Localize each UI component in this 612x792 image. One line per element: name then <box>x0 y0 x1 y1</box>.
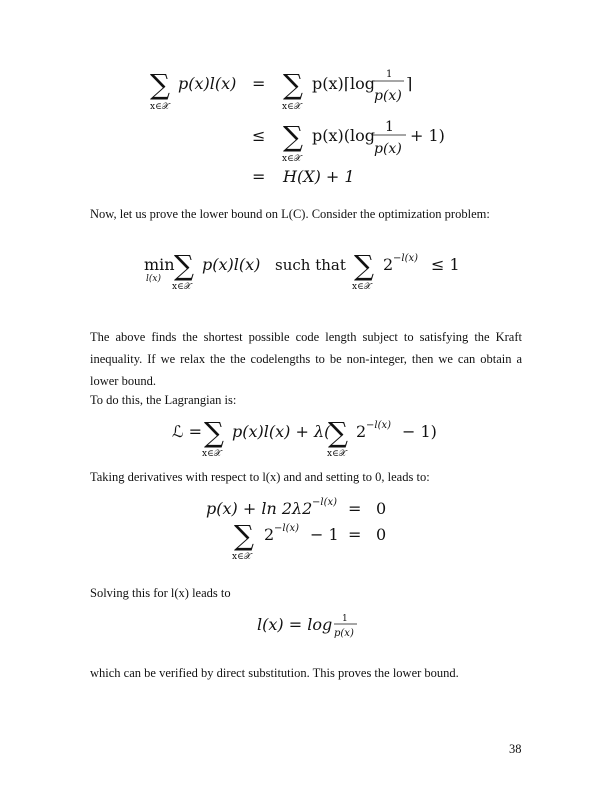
eq-relation: = <box>348 525 362 544</box>
eq-rhs: H(X) + 1 <box>283 167 355 186</box>
fraction-denominator: p(x) <box>334 628 354 639</box>
sum-subscript: x∈𝒳 <box>150 102 170 112</box>
sum-symbol: ∑ <box>234 519 254 552</box>
fraction-numerator: 1 <box>342 614 348 624</box>
eq-rhs: p(x)(log <box>312 126 375 145</box>
sum-symbol: ∑ <box>204 416 224 449</box>
objective: p(x)l(x) <box>202 255 261 274</box>
sum-subscript: x∈𝒳 <box>202 449 222 459</box>
page-number: 38 <box>509 742 522 756</box>
eq-rhs-tail: + 1) <box>410 126 445 145</box>
sum-symbol: ∑ <box>283 120 303 153</box>
paragraph: The above finds the shortest possible code length subject to satisfying the Kraft inequality. If we relax the the codelengths to be non-integer, then we can obtain a lower bound. <box>90 330 522 388</box>
equation-upper-bound <box>140 62 460 192</box>
lagrangian-symbol: ℒ = <box>172 422 203 441</box>
lagrangian-base: 2 <box>356 422 367 441</box>
derivative-base: 2 <box>264 525 275 544</box>
eq-lhs: p(x)l(x) <box>178 74 237 93</box>
sum-symbol: ∑ <box>283 68 303 101</box>
sum-symbol: ∑ <box>354 249 374 282</box>
sum-subscript: x∈𝒳 <box>232 552 252 562</box>
eq-relation: = <box>348 499 362 518</box>
constraint-exponent: −l(x) <box>393 253 419 264</box>
constraint-relation: ≤ 1 <box>431 255 460 274</box>
lagrangian-exponent: −l(x) <box>366 420 392 431</box>
sum-subscript: x∈𝒳 <box>327 449 347 459</box>
equation-lagrangian <box>170 413 450 461</box>
min-subscript: l(x) <box>146 274 161 284</box>
such-that: such that <box>275 256 346 274</box>
fraction-denominator: p(x) <box>374 141 402 157</box>
paragraph: To do this, the Lagrangian is: <box>90 393 237 407</box>
lagrangian-term: p(x)l(x) + λ( <box>232 422 331 441</box>
fraction-numerator: 1 <box>385 119 394 135</box>
sum-symbol: ∑ <box>150 68 170 101</box>
derivative-tail: − 1 <box>310 525 339 544</box>
constraint-base: 2 <box>383 255 394 274</box>
eq-relation: = <box>252 167 266 186</box>
eq-relation: = <box>252 74 266 93</box>
sum-symbol: ∑ <box>328 416 348 449</box>
sum-subscript: x∈𝒳 <box>282 154 302 164</box>
paragraph: Solving this for l(x) leads to <box>90 586 231 600</box>
sum-subscript: x∈𝒳 <box>172 282 192 292</box>
fraction-numerator: 1 <box>386 69 393 80</box>
eq-rhs: 0 <box>376 525 387 544</box>
ceil-close: ⌉ <box>406 74 413 93</box>
sum-subscript: x∈𝒳 <box>282 102 302 112</box>
paragraph: Now, let us prove the lower bound on L(C). Consider the optimization problem: <box>90 207 490 221</box>
sum-symbol: ∑ <box>174 249 194 282</box>
equation-solution <box>255 608 375 648</box>
paragraph: Taking derivatives with respect to l(x) and and setting to 0, leads to: <box>90 470 430 484</box>
fraction-denominator: p(x) <box>374 88 402 104</box>
solution-lhs: l(x) = log <box>257 615 333 634</box>
equation-derivatives <box>200 492 410 570</box>
derivative-lhs: p(x) + ln 2λ2 <box>206 499 313 518</box>
sum-subscript: x∈𝒳 <box>352 282 372 292</box>
paragraph: which can be verified by direct substitution. This proves the lower bound. <box>90 666 459 680</box>
derivative-exponent: −l(x) <box>312 497 338 508</box>
eq-relation: ≤ <box>252 126 266 145</box>
derivative-exponent: −l(x) <box>274 523 300 534</box>
equation-optimization <box>140 244 470 294</box>
lagrangian-tail: − 1) <box>402 422 437 441</box>
eq-rhs: 0 <box>376 499 387 518</box>
min-operator: min <box>144 255 175 274</box>
eq-rhs: p(x)⌈log <box>312 74 375 93</box>
